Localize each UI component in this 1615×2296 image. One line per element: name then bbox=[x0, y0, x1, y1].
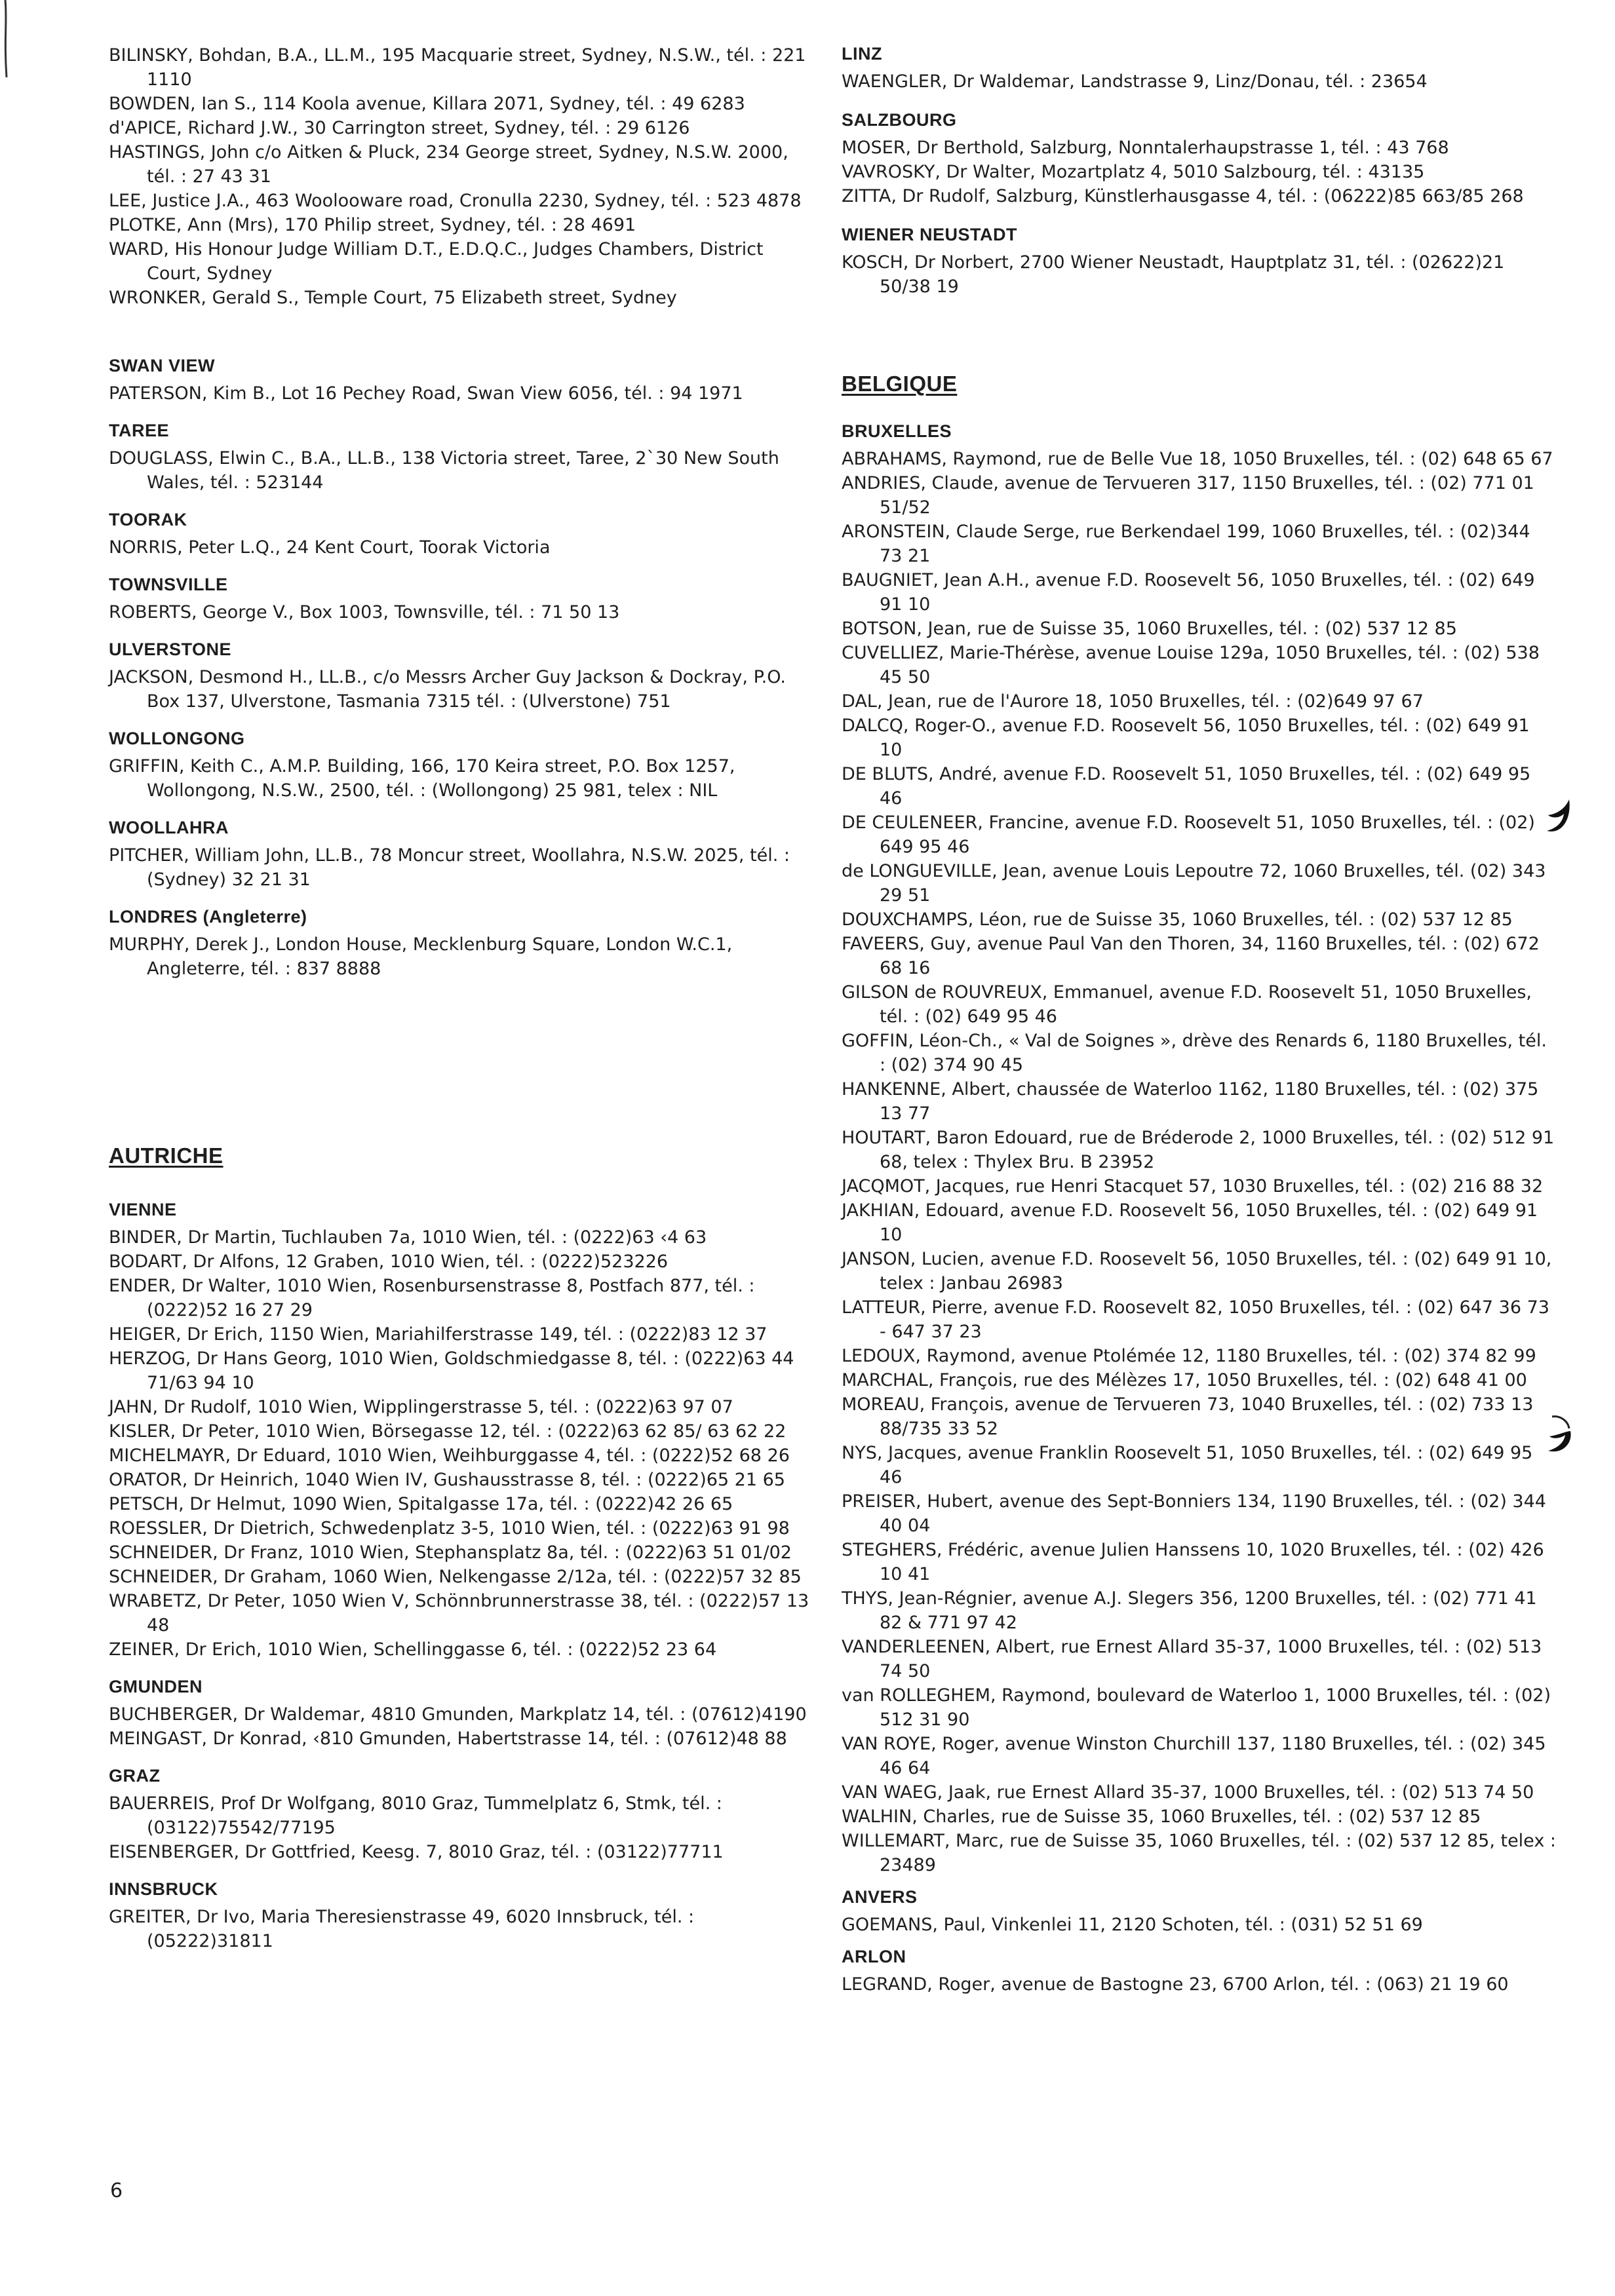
city-heading: SWAN VIEW bbox=[109, 356, 216, 375]
city-section bbox=[842, 1885, 1556, 1937]
city-heading: GRAZ bbox=[109, 1766, 161, 1786]
right-sections-a bbox=[842, 42, 1556, 299]
directory-entry: SCHNEIDER, Dr Franz, 1010 Wien, Stephansplatz 8a, tél. : (0222)63 51 01/02 bbox=[109, 1542, 792, 1563]
directory-entry: ROBERTS, George V., Box 1003, Townsville, tél. : 71 50 13 bbox=[109, 602, 620, 622]
city-heading: WOOLLAHRA bbox=[109, 818, 229, 837]
entry-list bbox=[842, 1913, 1556, 1937]
entry-list bbox=[842, 447, 1556, 1877]
directory-entry: GRIFFIN, Keith C., A.M.P. Building, 166, 170 Keira street, P.O. Box 1257, Wollongong, N.S.W., 2500, tél. : (Wollongong) 25 981, telex : NIL bbox=[109, 756, 735, 801]
city-heading: TOORAK bbox=[109, 510, 187, 529]
directory-entry: LEE, Justice J.A., 463 Woolooware road, Cronulla 2230, Sydney, tél. : 523 4878 bbox=[109, 191, 802, 211]
entry-list bbox=[842, 1972, 1556, 1997]
directory-entry: ZEINER, Dr Erich, 1010 Wien, Schellinggasse 6, tél. : (0222)52 23 64 bbox=[109, 1639, 717, 1660]
directory-entry: MOSER, Dr Berthold, Salzburg, Nonntalerhaupstrasse 1, tél. : 43 768 bbox=[842, 138, 1449, 158]
city-heading: VIENNE bbox=[109, 1200, 177, 1219]
entry-list bbox=[109, 754, 817, 803]
directory-entry: DAL, Jean, rue de l'Aurore 18, 1050 Bruxelles, tél. : (02)649 97 67 bbox=[842, 691, 1424, 712]
directory-entry: ROESSLER, Dr Dietrich, Schwedenplatz 3-5, 1010 Wien, tél. : (0222)63 91 98 bbox=[109, 1518, 790, 1539]
directory-entry: GOEMANS, Paul, Vinkenlei 11, 2120 Schoten, tél. : (031) 52 51 69 bbox=[842, 1915, 1423, 1935]
city-sections bbox=[109, 1198, 817, 1953]
binder-hole-mark bbox=[1543, 1414, 1574, 1457]
directory-entry: WARD, His Honour Judge William D.T., E.D.Q.C., Judges Chambers, District Court, Sydney bbox=[109, 239, 764, 284]
entry-list bbox=[109, 381, 817, 406]
directory-entry: BOWDEN, Ian S., 114 Koola avenue, Killara 2071, Sydney, tél. : 49 6283 bbox=[109, 94, 745, 114]
directory-entry: WALHIN, Charles, rue de Suisse 35, 1060 Bruxelles, tél. : (02) 537 12 85 bbox=[842, 1807, 1481, 1827]
entry-list bbox=[842, 136, 1556, 208]
directory-entry: BILINSKY, Bohdan, B.A., LL.M., 195 Macquarie street, Sydney, N.S.W., tél. : 221 1110 bbox=[109, 45, 806, 90]
city-heading: WIENER NEUSTADT bbox=[842, 225, 1017, 244]
entry-list bbox=[109, 1702, 817, 1751]
directory-entry: DE CEULENEER, Francine, avenue F.D. Roosevelt 51, 1050 Bruxelles, tél. : (02) 649 95 46 bbox=[842, 813, 1535, 857]
directory-entry: BAUERREIS, Prof Dr Wolfgang, 8010 Graz, Tummelplatz 6, Stmk, tél. : (03122)75542/77195 bbox=[109, 1793, 722, 1838]
left-sections-b bbox=[109, 1198, 817, 1953]
country-belgique bbox=[842, 371, 1556, 397]
city-heading: WOLLONGONG bbox=[109, 729, 245, 748]
directory-entry: WRONKER, Gerald S., Temple Court, 75 Elizabeth street, Sydney bbox=[109, 288, 677, 308]
directory-entry: WRABETZ, Dr Peter, 1050 Wien V, Schönnbrunnerstrasse 38, tél. : (0222)57 13 48 bbox=[109, 1591, 809, 1636]
country-autriche bbox=[109, 1143, 817, 1169]
city-section bbox=[109, 508, 817, 560]
city-heading: SALZBOURG bbox=[842, 110, 957, 130]
directory-entry: HERZOG, Dr Hans Georg, 1010 Wien, Goldschmiedgasse 8, tél. : (0222)63 44 71/63 94 10 bbox=[109, 1349, 794, 1393]
directory-entry: BUCHBERGER, Dr Waldemar, 4810 Gmunden, Markplatz 14, tél. : (07612)4190 bbox=[109, 1704, 807, 1725]
city-section bbox=[109, 1764, 817, 1864]
directory-entry: THYS, Jean-Régnier, avenue A.J. Slegers 356, 1200 Bruxelles, tél. : (02) 771 41 82 & 771 97 42 bbox=[842, 1588, 1537, 1633]
city-section bbox=[109, 419, 817, 495]
city-section bbox=[109, 638, 817, 714]
entry-list bbox=[842, 69, 1556, 94]
country-heading: BELGIQUE bbox=[842, 372, 958, 396]
city-heading: ANVERS bbox=[842, 1887, 918, 1907]
directory-entry: d'APICE, Richard J.W., 30 Carrington street, Sydney, tél. : 29 6126 bbox=[109, 118, 690, 138]
binder-hole-mark bbox=[1543, 798, 1574, 837]
city-section bbox=[109, 573, 817, 624]
directory-entry: BODART, Dr Alfons, 12 Graben, 1010 Wien, tél. : (0222)523226 bbox=[109, 1252, 669, 1272]
directory-entry: NYS, Jacques, avenue Franklin Roosevelt 51, 1050 Bruxelles, tél. : (02) 649 95 46 bbox=[842, 1443, 1533, 1487]
directory-entry: GILSON de ROUVREUX, Emmanuel, avenue F.D. Roosevelt 51, 1050 Bruxelles, tél. : (02) 649 95 46 bbox=[842, 982, 1532, 1027]
entry-list bbox=[109, 932, 817, 981]
directory-entry: MARCHAL, François, rue des Mélèzes 17, 1050 Bruxelles, tél. : (02) 648 41 00 bbox=[842, 1370, 1527, 1390]
city-heading: GMUNDEN bbox=[109, 1677, 203, 1696]
city-heading: BRUXELLES bbox=[842, 421, 952, 441]
city-section bbox=[109, 1877, 817, 1953]
city-section bbox=[842, 108, 1556, 208]
left-sections-a bbox=[109, 354, 817, 981]
entry-list bbox=[109, 600, 817, 624]
directory-entry: SCHNEIDER, Dr Graham, 1060 Wien, Nelkengasse 2/12a, tél. : (0222)57 32 85 bbox=[109, 1567, 802, 1587]
city-heading: ARLON bbox=[842, 1947, 906, 1966]
entry-list bbox=[109, 535, 817, 560]
page-edge-mark bbox=[1, 0, 10, 79]
directory-entry: MURPHY, Derek J., London House, Mecklenburg Square, London W.C.1, Angleterre, tél. : 837 8888 bbox=[109, 934, 733, 979]
directory-entry: DOUGLASS, Elwin C., B.A., LL.B., 138 Victoria street, Taree, 2`30 New South Wales, tél. : 523144 bbox=[109, 448, 779, 493]
left-top-entries bbox=[109, 43, 817, 310]
directory-entry: LEDOUX, Raymond, avenue Ptolémée 12, 1180 Bruxelles, tél. : (02) 374 82 99 bbox=[842, 1346, 1536, 1366]
directory-entry: VAN ROYE, Roger, avenue Winston Churchill 137, 1180 Bruxelles, tél. : (02) 345 46 64 bbox=[842, 1734, 1546, 1778]
city-heading: LONDRES (Angleterre) bbox=[109, 907, 307, 927]
directory-entry: VAVROSKY, Dr Walter, Mozartplatz 4, 5010 Salzbourg, tél. : 43135 bbox=[842, 162, 1425, 182]
city-section bbox=[842, 223, 1556, 299]
directory-entry: FAVEERS, Guy, avenue Paul Van den Thoren, 34, 1160 Bruxelles, tél. : (02) 672 68 16 bbox=[842, 934, 1540, 978]
directory-entry: ZITTA, Dr Rudolf, Salzburg, Künstlerhausgasse 4, tél. : (06222)85 663/85 268 bbox=[842, 186, 1524, 206]
directory-entry: BOTSON, Jean, rue de Suisse 35, 1060 Bruxelles, tél. : (02) 537 12 85 bbox=[842, 619, 1457, 639]
directory-entry: DALCQ, Roger-O., avenue F.D. Roosevelt 56, 1050 Bruxelles, tél. : (02) 649 91 10 bbox=[842, 716, 1530, 760]
directory-entry: PETSCH, Dr Helmut, 1090 Wien, Spitalgasse 17a, tél. : (0222)42 26 65 bbox=[109, 1494, 733, 1514]
entry-list bbox=[109, 446, 817, 495]
city-section bbox=[842, 42, 1556, 94]
directory-entry: ENDER, Dr Walter, 1010 Wien, Rosenbursenstrasse 8, Postfach 877, tél. : (0222)52 16 27 29 bbox=[109, 1276, 755, 1320]
city-sections bbox=[842, 419, 1556, 1997]
entry-list bbox=[109, 1225, 817, 1662]
directory-entry: ORATOR, Dr Heinrich, 1040 Wien IV, Gushausstrasse 8, tél. : (0222)65 21 65 bbox=[109, 1470, 785, 1490]
directory-entry: WAENGLER, Dr Waldemar, Landstrasse 9, Linz/Donau, tél. : 23654 bbox=[842, 71, 1428, 92]
city-section bbox=[109, 1198, 817, 1662]
directory-entry: ABRAHAMS, Raymond, rue de Belle Vue 18, 1050 Bruxelles, tél. : (02) 648 65 67 bbox=[842, 449, 1553, 469]
directory-entry: DE BLUTS, André, avenue F.D. Roosevelt 51, 1050 Bruxelles, tél. : (02) 649 95 46 bbox=[842, 764, 1531, 809]
city-heading: INNSBRUCK bbox=[109, 1879, 218, 1899]
directory-entry: JACKSON, Desmond H., LL.B., c/o Messrs Archer Guy Jackson & Dockray, P.O. Box 137, Ulverstone, Tasmania 7315 tél. : (Ulverstone) 751 bbox=[109, 667, 786, 712]
directory-entry: MICHELMAYR, Dr Eduard, 1010 Wien, Weihburggasse 4, tél. : (0222)52 68 26 bbox=[109, 1445, 790, 1466]
directory-entry: HASTINGS, John c/o Aitken & Pluck, 234 George street, Sydney, N.S.W. 2000, tél. : 27 43 31 bbox=[109, 142, 788, 187]
city-heading: ULVERSTONE bbox=[109, 640, 232, 659]
city-section bbox=[842, 419, 1556, 1877]
directory-entry: CUVELLIEZ, Marie-Thérèse, avenue Louise 129a, 1050 Bruxelles, tél. : (02) 538 45 50 bbox=[842, 643, 1540, 687]
city-heading: TAREE bbox=[109, 421, 170, 440]
directory-entry: PATERSON, Kim B., Lot 16 Pechey Road, Swan View 6056, tél. : 94 1971 bbox=[109, 383, 743, 404]
city-section bbox=[109, 816, 817, 892]
directory-entry: de LONGUEVILLE, Jean, avenue Louis Lepoutre 72, 1060 Bruxelles, tél. (02) 343 29 51 bbox=[842, 861, 1546, 906]
directory-entry: HANKENNE, Albert, chaussée de Waterloo 1162, 1180 Bruxelles, tél. : (02) 375 13 77 bbox=[842, 1079, 1539, 1124]
entry-list bbox=[109, 1791, 817, 1864]
entry-list bbox=[842, 250, 1556, 299]
directory-entry: LATTEUR, Pierre, avenue F.D. Roosevelt 82, 1050 Bruxelles, tél. : (02) 647 36 73 - 647 37 23 bbox=[842, 1297, 1549, 1342]
entry-list bbox=[109, 43, 817, 310]
directory-entry: NORRIS, Peter L.Q., 24 Kent Court, Toorak Victoria bbox=[109, 537, 551, 558]
directory-entry: STEGHERS, Frédéric, avenue Julien Hanssens 10, 1020 Bruxelles, tél. : (02) 426 10 41 bbox=[842, 1540, 1544, 1584]
city-section bbox=[109, 1675, 817, 1751]
directory-entry: KOSCH, Dr Norbert, 2700 Wiener Neustadt, Hauptplatz 31, tél. : (02622)21 50/38 19 bbox=[842, 252, 1505, 297]
entry-list bbox=[109, 665, 817, 714]
page-number: 6 bbox=[110, 2179, 123, 2202]
directory-entry: LEGRAND, Roger, avenue de Bastogne 23, 6700 Arlon, tél. : (063) 21 19 60 bbox=[842, 1974, 1509, 1995]
city-section bbox=[109, 905, 817, 981]
city-section bbox=[842, 1945, 1556, 1997]
directory-entry: JAKHIAN, Edouard, avenue F.D. Roosevelt 56, 1050 Bruxelles, tél. : (02) 649 91 10 bbox=[842, 1200, 1538, 1245]
city-heading: TOWNSVILLE bbox=[109, 575, 228, 594]
directory-entry: PITCHER, William John, LL.B., 78 Moncur street, Woollahra, N.S.W. 2025, tél. : (Sydney) 32 21 31 bbox=[109, 845, 790, 890]
city-section bbox=[109, 354, 817, 406]
city-sections bbox=[842, 42, 1556, 299]
directory-entry: GOFFIN, Léon-Ch., « Val de Soignes », drève des Renards 6, 1180 Bruxelles, tél. : (02) 374 90 45 bbox=[842, 1031, 1547, 1075]
directory-entry: ARONSTEIN, Claude Serge, rue Berkendael 199, 1060 Bruxelles, tél. : (02)344 73 21 bbox=[842, 522, 1530, 566]
directory-entry: van ROLLEGHEM, Raymond, boulevard de Waterloo 1, 1000 Bruxelles, tél. : (02) 512 31 90 bbox=[842, 1685, 1551, 1730]
directory-entry: DOUXCHAMPS, Léon, rue de Suisse 35, 1060 Bruxelles, tél. : (02) 537 12 85 bbox=[842, 909, 1513, 930]
directory-entry: BINDER, Dr Martin, Tuchlauben 7a, 1010 Wien, tél. : (0222)63 ‹4 63 bbox=[109, 1227, 707, 1248]
directory-entry: PREISER, Hubert, avenue des Sept-Bonniers 134, 1190 Bruxelles, tél. : (02) 344 40 04 bbox=[842, 1491, 1546, 1536]
directory-entry: JAHN, Dr Rudolf, 1010 Wien, Wipplingerstrasse 5, tél. : (0222)63 97 07 bbox=[109, 1397, 733, 1417]
entry-list bbox=[109, 843, 817, 892]
country-heading: AUTRICHE bbox=[109, 1143, 224, 1168]
directory-entry: WILLEMART, Marc, rue de Suisse 35, 1060 Bruxelles, tél. : (02) 537 12 85, telex : 23489 bbox=[842, 1831, 1556, 1875]
directory-entry: PLOTKE, Ann (Mrs), 170 Philip street, Sydney, tél. : 28 4691 bbox=[109, 215, 636, 235]
directory-entry: BAUGNIET, Jean A.H., avenue F.D. Roosevelt 56, 1050 Bruxelles, tél. : (02) 649 91 10 bbox=[842, 570, 1535, 615]
directory-entry: MEINGAST, Dr Konrad, ‹810 Gmunden, Habertstrasse 14, tél. : (07612)48 88 bbox=[109, 1729, 787, 1749]
city-section bbox=[109, 727, 817, 803]
directory-entry: EISENBERGER, Dr Gottfried, Keesg. 7, 8010 Graz, tél. : (03122)77711 bbox=[109, 1842, 724, 1862]
directory-entry: VAN WAEG, Jaak, rue Ernest Allard 35-37, 1000 Bruxelles, tél. : (02) 513 74 50 bbox=[842, 1782, 1534, 1803]
directory-entry: VANDERLEENEN, Albert, rue Ernest Allard 35-37, 1000 Bruxelles, tél. : (02) 513 74 50 bbox=[842, 1637, 1542, 1681]
directory-entry: JANSON, Lucien, avenue F.D. Roosevelt 56, 1050 Bruxelles, tél. : (02) 649 91 10, telex : Janbau 26983 bbox=[842, 1249, 1552, 1293]
right-sections-b bbox=[842, 419, 1556, 1997]
directory-entry: KISLER, Dr Peter, 1010 Wien, Börsegasse 12, tél. : (0222)63 62 85/ 63 62 22 bbox=[109, 1421, 787, 1442]
city-heading: LINZ bbox=[842, 44, 882, 64]
directory-entry: JACQMOT, Jacques, rue Henri Stacquet 57, 1030 Bruxelles, tél. : (02) 216 88 32 bbox=[842, 1176, 1544, 1196]
entry-list bbox=[109, 1905, 817, 1953]
city-sections bbox=[109, 354, 817, 981]
directory-entry: GREITER, Dr Ivo, Maria Theresienstrasse 49, 6020 Innsbruck, tél. : (05222)31811 bbox=[109, 1907, 695, 1951]
directory-entry: ANDRIES, Claude, avenue de Tervueren 317, 1150 Bruxelles, tél. : (02) 771 01 51/52 bbox=[842, 473, 1534, 518]
directory-entry: HEIGER, Dr Erich, 1150 Wien, Mariahilferstrasse 149, tél. : (0222)83 12 37 bbox=[109, 1324, 768, 1345]
directory-entry: MOREAU, François, avenue de Tervueren 73, 1040 Bruxelles, tél. : (02) 733 13 88/735 33 52 bbox=[842, 1394, 1534, 1439]
directory-entry: HOUTART, Baron Edouard, rue de Bréderode 2, 1000 Bruxelles, tél. : (02) 512 91 68, telex : Thylex Bru. B 23952 bbox=[842, 1128, 1555, 1172]
